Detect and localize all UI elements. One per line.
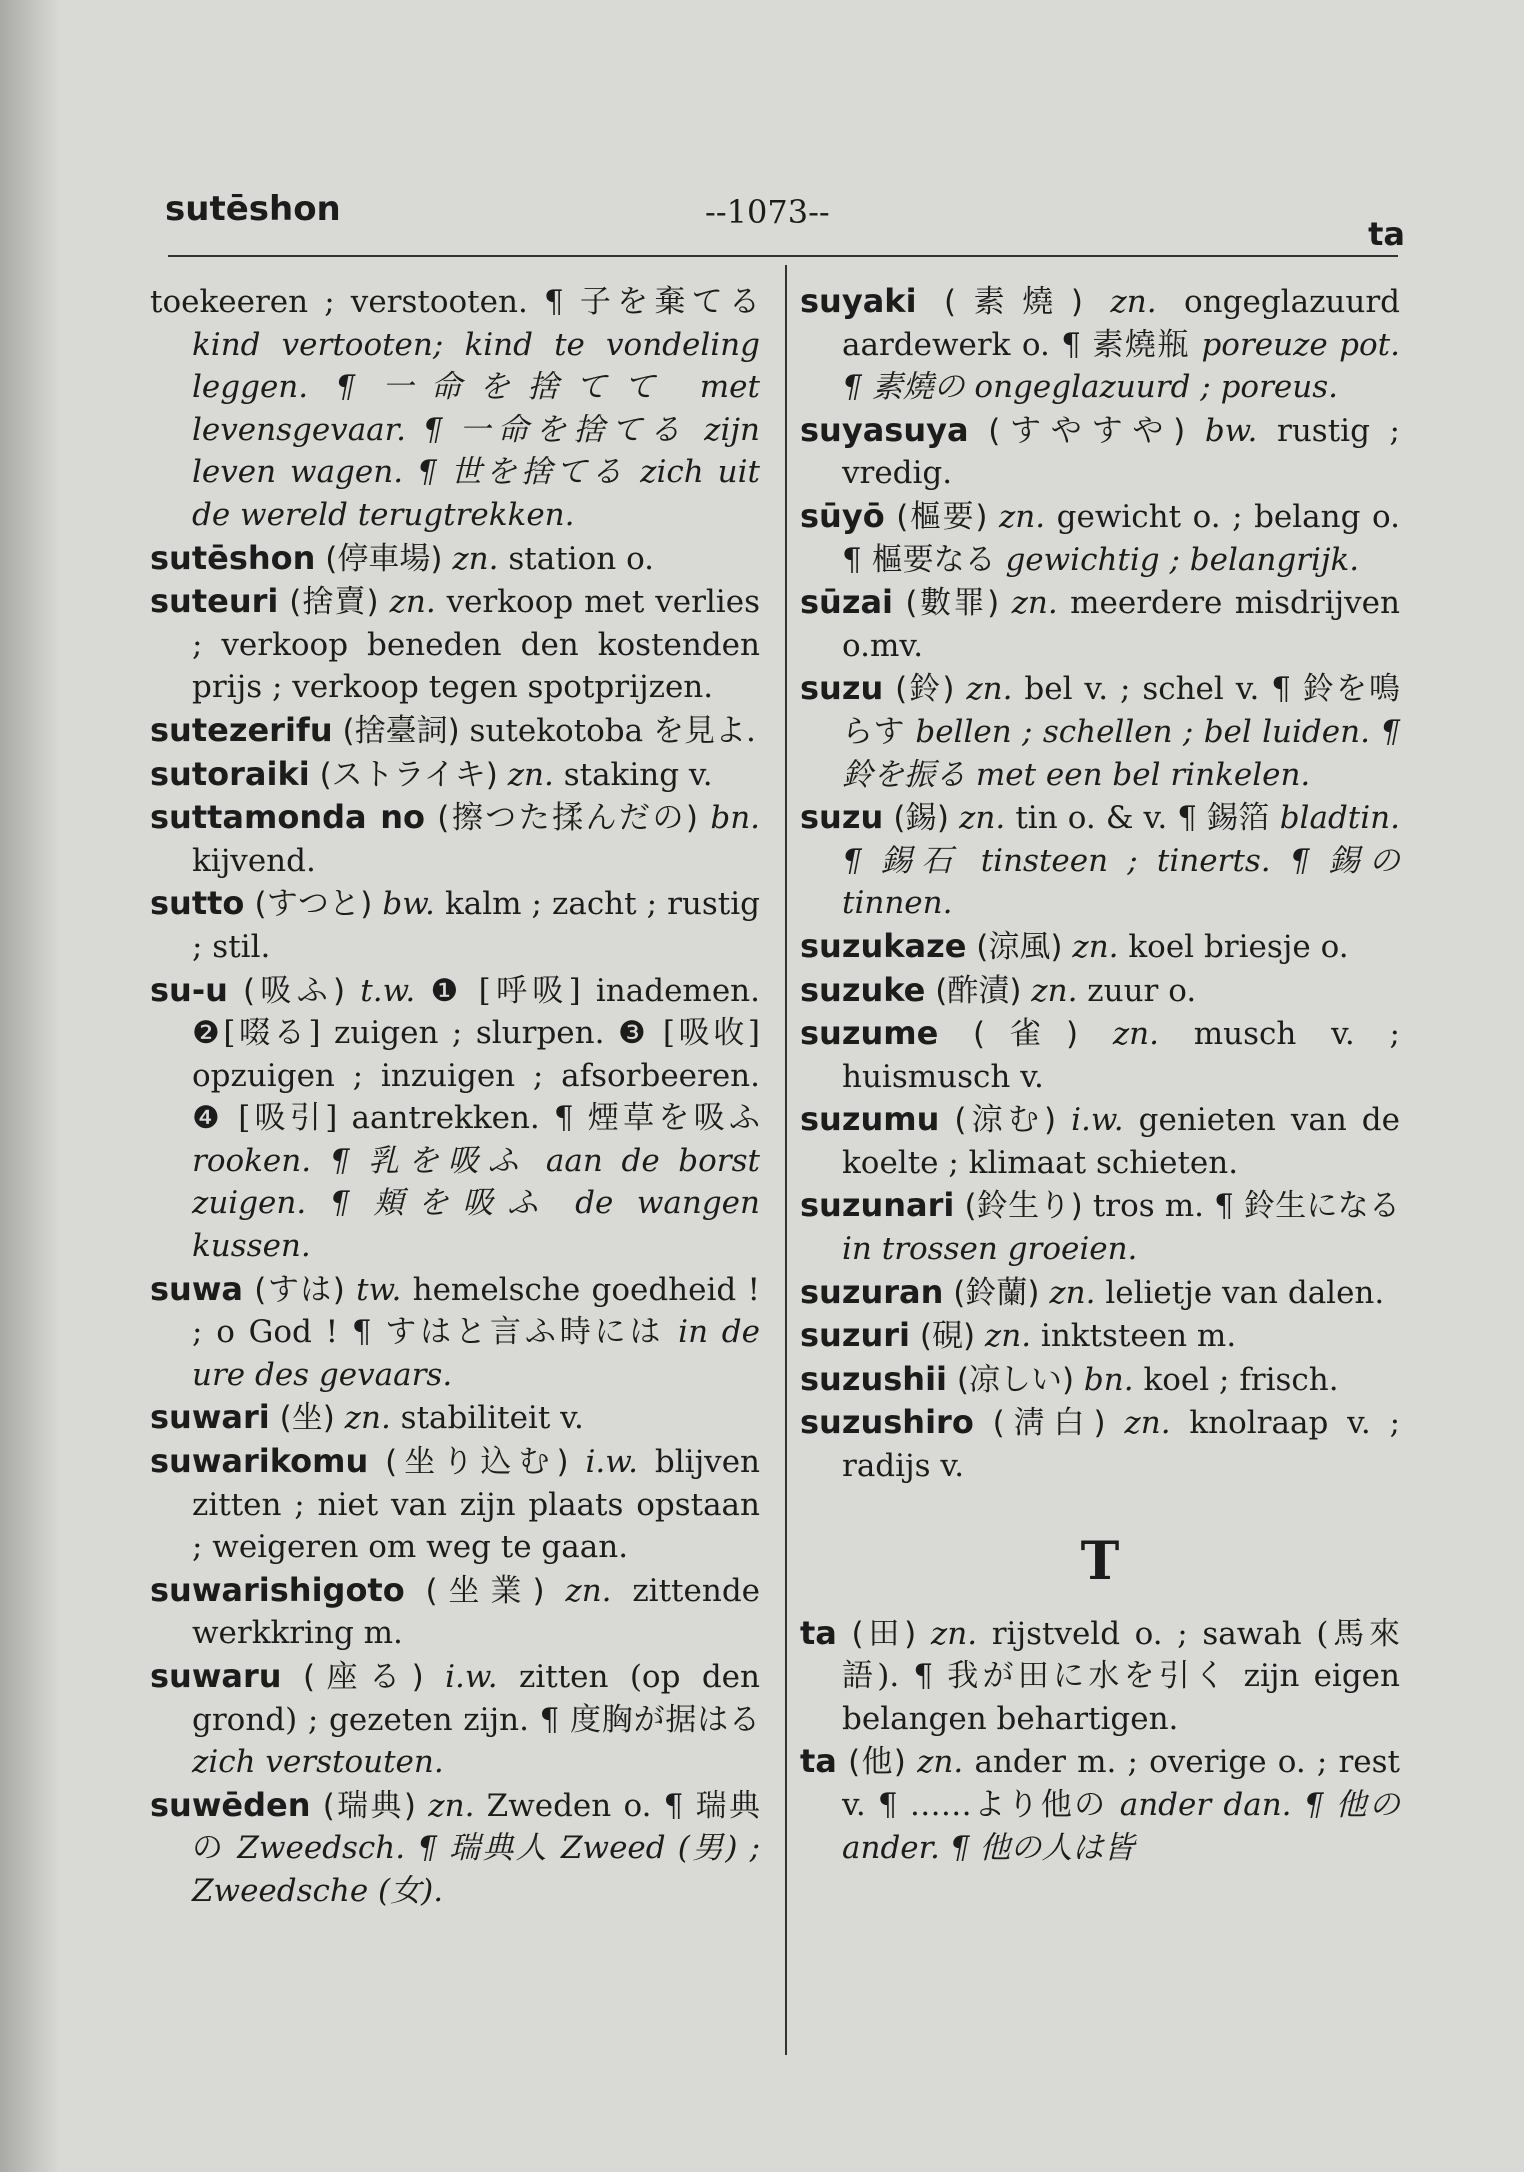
entry-translation: tros m. ¶ 鈴生になる xyxy=(1092,1188,1401,1225)
dictionary-entry xyxy=(800,969,1400,1013)
dictionary-entry xyxy=(800,1314,1400,1358)
right-column xyxy=(800,280,1400,1869)
dictionary-entry xyxy=(150,969,760,1268)
dictionary-entry xyxy=(150,1268,760,1397)
entry-headword: suwaru xyxy=(150,1657,282,1695)
entry-kanji: (吸ふ) xyxy=(243,972,346,1009)
dictionary-entry xyxy=(800,1612,1400,1741)
entry-translation: tin o. & v. ¶ 錫箔 xyxy=(1015,800,1270,837)
entry-grammar-tag: zn. xyxy=(1049,1274,1096,1311)
entry-kanji: (坐) xyxy=(279,1400,335,1437)
entry-translation: koel briesje o. xyxy=(1128,928,1349,965)
dictionary-entry xyxy=(150,1784,760,1913)
entry-grammar-tag: i.w. xyxy=(585,1444,638,1481)
dictionary-entry xyxy=(800,796,1400,925)
entry-kanji: (淸白) xyxy=(992,1405,1106,1442)
entry-kanji: (鈴生り) xyxy=(964,1188,1083,1225)
dictionary-entry xyxy=(800,1358,1400,1402)
entry-headword: suttamonda no xyxy=(150,798,425,837)
entry-kanji: (すつと) xyxy=(254,886,373,923)
entry-example: ander dan. ¶ 他の ander. ¶ 他の人は皆 xyxy=(842,1787,1400,1866)
entry-kanji: (座る) xyxy=(302,1659,424,1695)
entry-kanji: (素燒) xyxy=(943,284,1083,320)
entry-headword: suzuran xyxy=(800,1272,944,1311)
entry-headword: suzuke xyxy=(800,970,926,1009)
entry-grammar-tag: zn. xyxy=(344,1400,391,1437)
dictionary-entry xyxy=(800,1271,1400,1315)
entry-headword: suzu xyxy=(800,669,884,708)
entry-headword: suzukaze xyxy=(800,926,967,965)
entry-translation: gewicht o. ; belang o. ¶ 樞要なる xyxy=(842,498,1400,578)
entry-translation: sutekotoba を見よ. xyxy=(469,712,756,749)
dictionary-entry xyxy=(150,1569,760,1655)
entry-translation: ❶ [呼吸] inademen. ❷[啜る] zuigen ; slurpen. ❸ [吸收] opzuigen ; inzuigen ; afsorbeeren. ❹ [吸引] aantrekken. ¶ 煙草を吸ふ xyxy=(192,972,760,1137)
entry-example: zich verstouten. xyxy=(192,1744,444,1781)
entry-translation: knolraap v. ; radijs v. xyxy=(842,1405,1401,1485)
entry-headword: suzuri xyxy=(800,1316,910,1355)
entry-kanji: (樞要) xyxy=(896,498,988,535)
entry-headword: ta xyxy=(800,1613,837,1652)
dictionary-entry xyxy=(150,753,760,797)
dictionary-entry xyxy=(800,925,1400,969)
dictionary-entry xyxy=(800,581,1400,667)
entry-grammar-tag: bw. xyxy=(382,886,435,923)
entry-example: rooken. ¶ 乳を吸ふ aan de borst zuigen. ¶ 頬を吸ふ de wangen kussen. xyxy=(192,1142,760,1265)
entry-headword: suzunari xyxy=(800,1186,955,1225)
entry-kanji: (すやすや) xyxy=(988,412,1186,449)
entry-translation: koel ; frisch. xyxy=(1143,1361,1339,1398)
dictionary-entry xyxy=(800,1740,1400,1869)
entry-translation: kalm ; zacht ; rustig ; stil. xyxy=(192,886,761,965)
entry-translation: hemelsche goedheid ! ; o God ! ¶ すはと言ふ時には xyxy=(192,1271,761,1351)
entry-headword: su-u xyxy=(150,970,228,1009)
entry-kanji: (瑞典) xyxy=(322,1787,417,1824)
entry-translation: musch v. ; huismusch v. xyxy=(842,1016,1400,1095)
entry-grammar-tag: bw. xyxy=(1204,412,1258,449)
entry-headword: sutēshon xyxy=(150,538,316,577)
entry-translation: zuur o. xyxy=(1087,972,1197,1009)
entry-headword: suzumu xyxy=(800,1100,940,1139)
entry-kanji: (他) xyxy=(848,1744,906,1781)
entry-headword: sutto xyxy=(150,884,245,923)
entry-grammar-tag: tw. xyxy=(356,1271,402,1308)
entry-example: bladtin. ¶ 錫石 tinsteen ; tinerts. ¶ 錫の tinnen. xyxy=(842,800,1400,922)
left-column xyxy=(150,280,760,1913)
entry-grammar-tag: i.w. xyxy=(1071,1102,1124,1139)
entry-grammar-tag: t.w. xyxy=(360,972,416,1009)
entry-kanji: (鈴蘭) xyxy=(953,1274,1040,1311)
entry-kanji: (坐り込む) xyxy=(385,1444,569,1481)
dictionary-entry xyxy=(150,537,760,581)
right-column-entries-t xyxy=(800,1612,1400,1870)
dictionary-entry xyxy=(150,882,760,968)
dictionary-entry xyxy=(800,1098,1400,1184)
dictionary-entry xyxy=(150,1655,760,1784)
entry-translation: meerdere misdrijven o.mv. xyxy=(842,585,1400,664)
column-divider xyxy=(785,265,787,2055)
entry-grammar-tag: zn. xyxy=(959,800,1006,837)
entry-kanji: (鈴) xyxy=(895,671,955,708)
entry-translation: rijstveld o. ; sawah (馬來語). ¶ 我が田に水を引く zijn eigen belangen behartigen. xyxy=(842,1615,1401,1737)
entry-headword: sūyō xyxy=(800,496,885,535)
entry-grammar-tag: zn. xyxy=(998,498,1046,535)
entry-translation: bel v. ; schel v. ¶ 鈴を鳴らす xyxy=(842,671,1400,750)
page-header xyxy=(165,185,1405,255)
entry-kanji: (捨臺詞) xyxy=(342,712,460,749)
entry-translation: toekeeren ; verstooten. ¶ 子を棄てる xyxy=(150,284,760,320)
entry-translation: zittende werkkring m. xyxy=(192,1572,761,1652)
entry-headword: sutoraiki xyxy=(150,754,310,793)
entry-kanji: (すは) xyxy=(254,1271,345,1308)
dictionary-entry xyxy=(800,409,1400,495)
entry-grammar-tag: zn. xyxy=(428,1787,475,1824)
entry-translation: station o. xyxy=(508,540,655,577)
entry-headword: suyasuya xyxy=(800,410,969,449)
entry-headword: suzu xyxy=(800,798,884,837)
dictionary-entry xyxy=(800,495,1400,581)
section-letter: T xyxy=(1080,1530,1120,1592)
entry-headword: suwari xyxy=(150,1398,270,1437)
dictionary-entry xyxy=(800,1184,1400,1270)
dictionary-entry xyxy=(150,709,760,753)
entry-grammar-tag: i.w. xyxy=(445,1659,498,1695)
entry-grammar-tag: zn. xyxy=(1110,284,1157,320)
entry-grammar-tag: zn. xyxy=(452,540,499,577)
page-edge-shadow xyxy=(0,0,60,2172)
entry-example: in trossen groeien. xyxy=(842,1231,1138,1268)
entry-translation: stabiliteit v. xyxy=(400,1400,584,1437)
dictionary-entry xyxy=(150,1440,760,1569)
entry-headword: sūzai xyxy=(800,583,894,622)
entry-kanji: (凉しい) xyxy=(956,1361,1075,1398)
dictionary-entry xyxy=(150,280,760,537)
right-column-entries xyxy=(800,280,1400,1488)
entry-translation: zitten (op den grond) ; gezeten zijn. ¶ 度胸が据はる xyxy=(192,1659,760,1738)
entry-grammar-tag: zn. xyxy=(507,756,554,793)
entry-headword: suwarishigoto xyxy=(150,1570,405,1609)
entry-headword: suwarikomu xyxy=(150,1442,369,1481)
entry-kanji: (田) xyxy=(851,1615,917,1652)
dictionary-entry xyxy=(150,580,760,709)
entry-grammar-tag: zn. xyxy=(1124,1405,1171,1442)
entry-headword: suwēden xyxy=(150,1785,311,1824)
entry-headword: suyaki xyxy=(800,282,917,320)
entry-grammar-tag: zn. xyxy=(917,1744,964,1781)
entry-translation: genieten van de koelte ; klimaat schieten. xyxy=(842,1102,1400,1181)
dictionary-entry xyxy=(800,280,1400,409)
entry-kanji: (酢漬) xyxy=(935,972,1022,1009)
entry-translation: rustig ; vredig. xyxy=(842,412,1400,492)
entry-grammar-tag: zn. xyxy=(389,584,436,621)
dictionary-entry xyxy=(800,667,1400,796)
entry-translation: ander m. ; overige o. ; rest v. ¶ ……より他の xyxy=(842,1744,1401,1823)
entry-kanji: (ストライキ) xyxy=(319,756,498,793)
entry-translation: lelietje van dalen. xyxy=(1105,1274,1385,1311)
entry-kanji: (涼む) xyxy=(954,1102,1057,1139)
dictionary-entry xyxy=(800,1012,1400,1098)
page-number: --1073-- xyxy=(705,193,830,231)
entry-grammar-tag: zn. xyxy=(984,1318,1032,1355)
entry-headword: suzushiro xyxy=(800,1403,974,1442)
entry-translation: blijven zitten ; niet van zijn plaats opstaan ; weigeren om weg te gaan. xyxy=(192,1444,760,1566)
dictionary-entry xyxy=(150,1396,760,1440)
entry-kanji: (停車場) xyxy=(325,540,443,577)
entry-grammar-tag: zn. xyxy=(1072,928,1119,965)
header-rule xyxy=(168,255,1398,257)
entry-example: kind vertooten; kind te vondeling leggen. ¶ 一命を捨てて met levensgevaar. ¶ 一命を捨てる zijn leven wagen. ¶ 世を捨てる zich uit de wereld terugtrekken. xyxy=(192,326,760,533)
entry-headword: suzushii xyxy=(800,1359,947,1398)
entry-translation: inktsteen m. xyxy=(1040,1318,1237,1355)
entry-grammar-tag: bn. xyxy=(710,800,761,837)
entry-headword: suzume xyxy=(800,1014,939,1053)
entry-headword: suwa xyxy=(150,1269,243,1308)
entry-example: in de ure des gevaars. xyxy=(192,1314,760,1393)
header-first-word: sutēshon xyxy=(165,189,341,229)
entry-kanji: (捨賣) xyxy=(289,584,379,621)
entry-example: bellen ; schellen ; bel luiden. ¶ 鈴を振る met een bel rinkelen. xyxy=(842,713,1401,793)
entry-kanji: (涼風) xyxy=(976,928,1063,965)
header-last-word: ta xyxy=(1368,215,1405,253)
dictionary-entry xyxy=(150,796,760,882)
entry-kanji: (錫) xyxy=(893,800,949,837)
entry-grammar-tag: zn. xyxy=(1011,585,1058,622)
entry-kanji: (硯) xyxy=(919,1318,976,1355)
entry-grammar-tag: zn. xyxy=(930,1615,978,1652)
entry-translation: kijvend. xyxy=(192,842,316,879)
entry-translation: ongeglazuurd aardewerk o. ¶ 素燒瓶 xyxy=(842,284,1401,363)
entry-example: poreuze pot. ¶ 素燒の ongeglazuurd ; poreus. xyxy=(842,326,1400,406)
dictionary-entry xyxy=(800,1401,1400,1487)
entry-headword: suteuri xyxy=(150,582,279,621)
entry-example: gewichtig ; belangrijk. xyxy=(1005,541,1360,578)
entry-translation: staking v. xyxy=(563,756,713,793)
entry-grammar-tag: zn. xyxy=(565,1572,612,1609)
entry-grammar-tag: bn. xyxy=(1083,1361,1134,1398)
entry-headword: ta xyxy=(800,1742,837,1781)
entry-grammar-tag: zn. xyxy=(1031,972,1078,1009)
entry-example: Zweedsch. ¶ 瑞典人 Zweed (男) ; Zweedsche (女). xyxy=(192,1830,761,1909)
entry-kanji: (坐業) xyxy=(425,1572,545,1609)
entry-headword: sutezerifu xyxy=(150,710,333,749)
entry-grammar-tag: zn. xyxy=(966,671,1013,708)
entry-translation: verkoop met verlies ; verkoop beneden den kostenden prijs ; verkoop tegen spotprijzen. xyxy=(192,584,760,706)
entry-grammar-tag: zn. xyxy=(1112,1016,1159,1053)
entry-kanji: (數罪) xyxy=(905,585,1000,622)
entry-kanji: (雀) xyxy=(973,1016,1079,1053)
entry-translation: Zweden o. ¶ 瑞典の xyxy=(192,1787,760,1867)
entry-kanji: (擦つた揉んだの) xyxy=(437,800,699,837)
